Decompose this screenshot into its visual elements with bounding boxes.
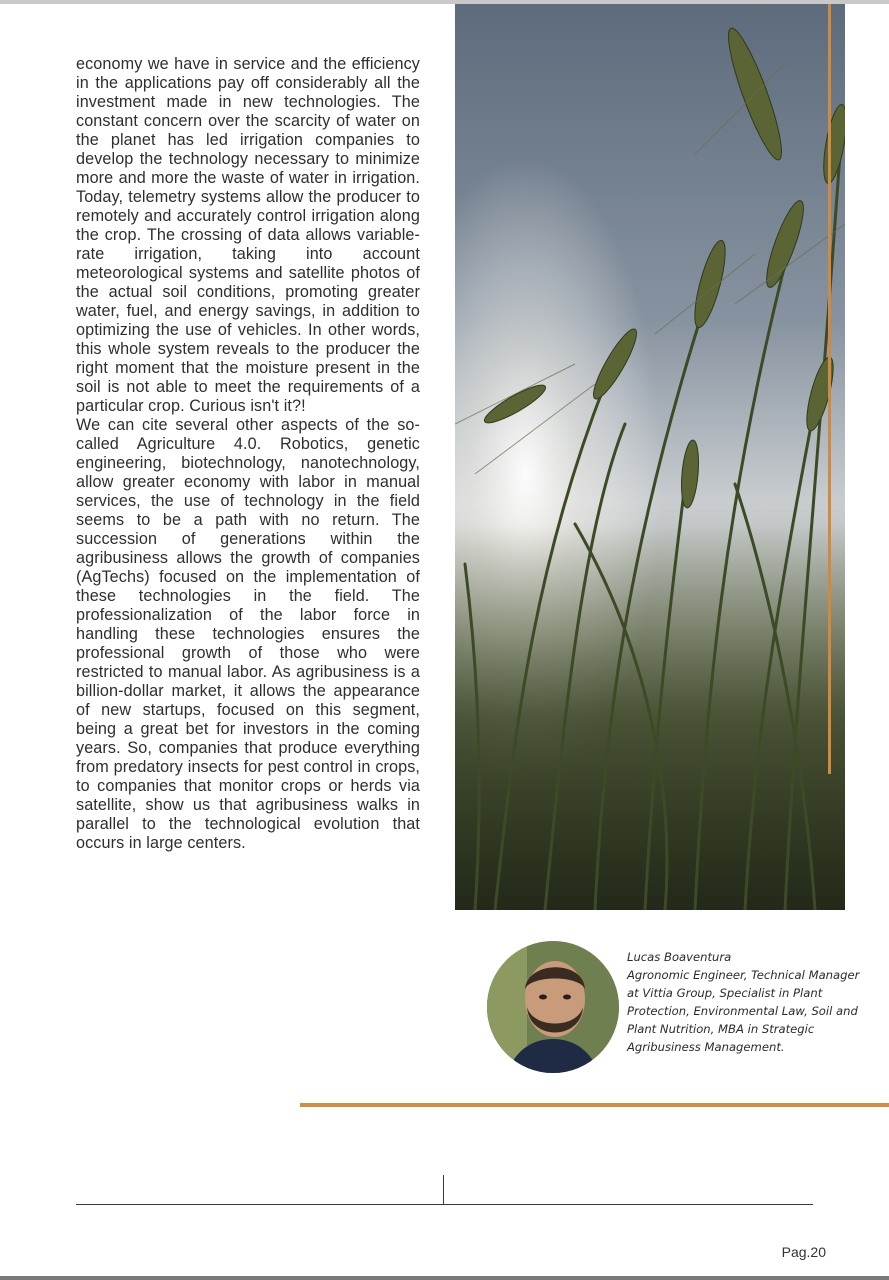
article-paragraph-1: economy we have in service and the efficiency in the applications pay off considerably all the investment made in new technologies. The constant concern over the scarcity of water on the planet has led irrigation companies to develop the technology necessary to minimize more and more the waste of water in irrigation. Today, telemetry systems allow the producer to remotely and accurately control irrigation along the crop. The crossing of data allows variable-rate irrigation, taking into account meteorological systems and satellite photos of the actual soil conditions, promoting greater water, fuel, and energy savings, in addition to optimizing the use of vehicles. In other words, this whole system reveals to the producer the right moment that the moisture present in the soil is not able to meet the requirements of a particular crop. Curious isn't it?!	[76, 55, 420, 415]
orange-divider	[300, 1103, 889, 1107]
article-paragraph-2: We can cite several other aspects of the so-called Agriculture 4.0. Robotics, genetic engineering, biotechnology, nanotechnology, allow greater economy with labor in manual services, the use of technology in the field seems to be a path with no return. The succession of generations within the agribusiness allows the growth of companies (AgTechs) focused on the implementation of these technologies in the field. The professionalization of the labor force in handling these technologies ensures the professional growth of those who were restricted to manual labor. As agribusiness is a billion-dollar market, it allows the appearance of new startups, focused on this segment, being a great bet for investors in the coming years. So, companies that produce everything from predatory insects for pest control in crops, to companies that monitor crops or herds via satellite, show us that agribusiness walks in parallel to the technological evolution that occurs in large centers.	[76, 416, 420, 852]
vertical-accent-line	[828, 4, 831, 774]
page-number: Pag.20	[781, 1244, 826, 1260]
author-bio	[627, 948, 872, 1056]
author-bio-line: at Vittia Group, Specialist in Plant	[627, 986, 823, 1000]
author-bio-line: Protection, Environmental Law, Soil and	[627, 1004, 858, 1018]
author-name: Lucas Boaventura	[627, 950, 732, 964]
footer-tick	[443, 1175, 444, 1205]
author-bio-line: Plant Nutrition, MBA in Strategic	[627, 1022, 815, 1036]
author-bio-line: Agronomic Engineer, Technical Manager	[627, 968, 860, 982]
bottom-border	[0, 1276, 889, 1280]
article-body	[76, 55, 420, 853]
author-bio-line: Agribusiness Management.	[627, 1040, 785, 1054]
footer-divider	[76, 1204, 813, 1205]
wheat-field-photo	[455, 4, 845, 910]
author-avatar	[487, 941, 619, 1073]
